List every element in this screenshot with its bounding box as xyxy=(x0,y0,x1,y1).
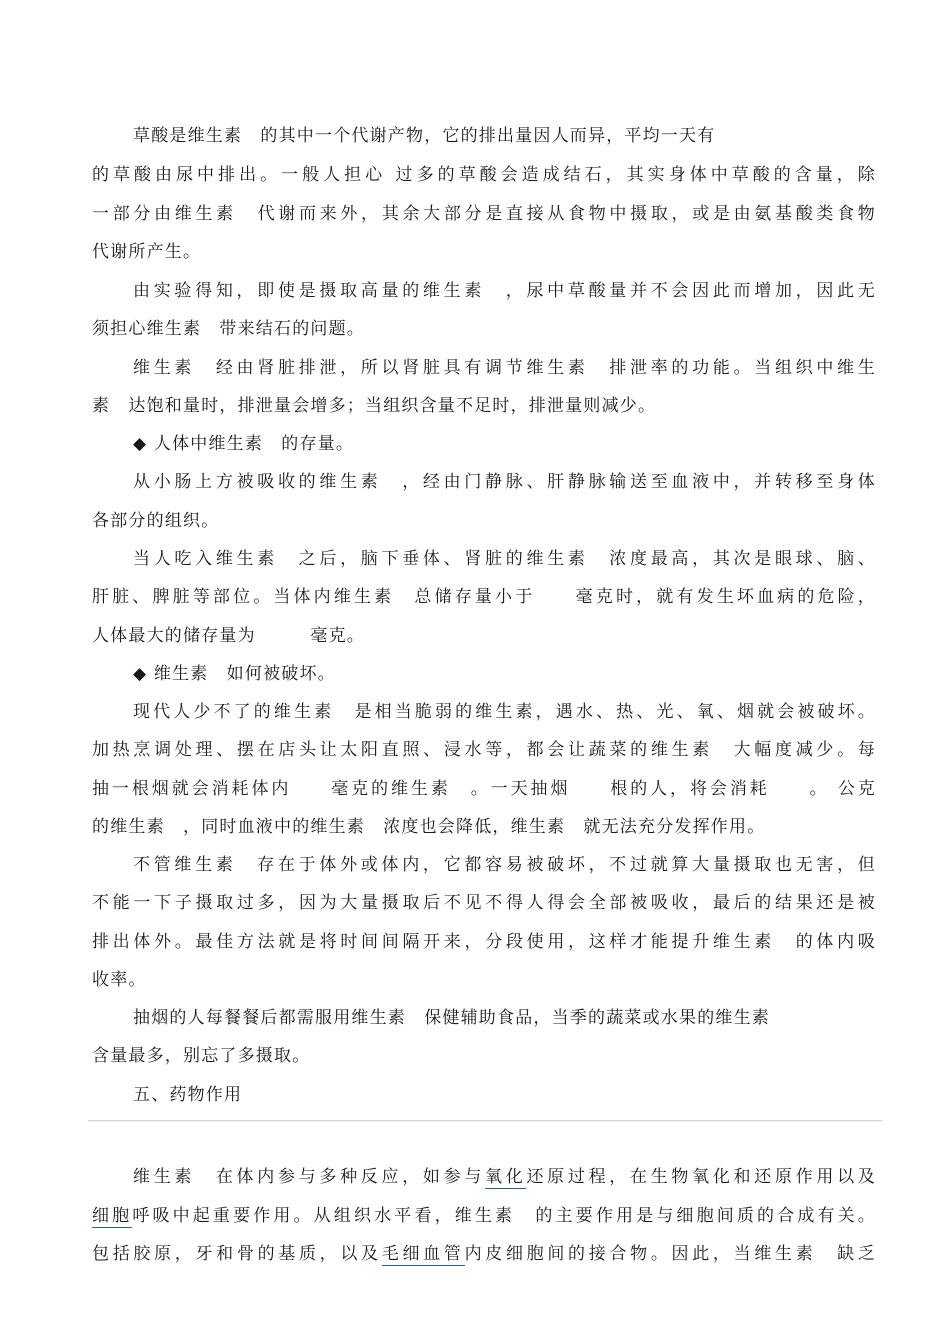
paragraph-line: 须担心维生素 带来结石的问题。 xyxy=(92,319,365,339)
text-span: 呼吸中起重要作用。从组织水平看，维生素 的主要作用是与细胞间质的合成有关。 xyxy=(132,1206,876,1226)
paragraph-line: 的维生素 ，同时血液中的维生素 浓度也会降低，维生素 就无法充分发挥作用。 xyxy=(92,817,766,837)
text-span: 内皮细胞间的接合物。因此，当维生素 缺乏 xyxy=(464,1244,876,1264)
paragraph-line: 代谢所产生。 xyxy=(92,242,202,262)
paragraph-line: 加热烹调处理、摆在店头让太阳直照、浸水等，都会让蔬菜的维生素 大幅度减少。每 xyxy=(92,740,876,760)
text-span: 维生素 在体内参与多种反应，如参与 xyxy=(133,1167,486,1187)
oxidation-link[interactable]: 氧化 xyxy=(485,1167,527,1187)
cell-link[interactable]: 细胞 xyxy=(92,1206,133,1226)
capillary-link[interactable]: 毛细血管 xyxy=(381,1244,465,1264)
paragraph-line: 一部分由维生素 代谢而来外，其余大部分是直接从食物中摄取，或是由氨基酸类食物 xyxy=(92,204,876,224)
text-span: 包括胶原，牙和骨的基质，以及 xyxy=(92,1244,382,1264)
bullet-heading: ◆ 人体中维生素 的存量。 xyxy=(133,434,355,454)
paragraph-line: 含量最多，别忘了多摄取。 xyxy=(92,1046,311,1066)
paragraph-line: 抽烟的人每餐餐后都需服用维生素 保健辅助食品，当季的蔬菜或水果的维生素 xyxy=(133,1008,770,1028)
paragraph-line: 各部分的组织。 xyxy=(92,511,220,531)
paragraph-line: 抽一根烟就会消耗体内 毫克的维生素 。一天抽烟 根的人，将会消耗 。 公克 xyxy=(92,779,876,799)
paragraph-line: 素 达饱和量时，排泄量会增多；当组织含量不足时，排泄量则减少。 xyxy=(92,396,657,416)
paragraph-line: 肝脏、脾脏等部位。当体内维生素 总储存量小于 毫克时，就有发生坏血病的危险， xyxy=(92,587,876,607)
paragraph-line: 草酸是维生素 的其中一个代谢产物，它的排出量因人而异，平均一天有 xyxy=(133,126,716,146)
paragraph-line xyxy=(133,1167,876,1187)
page-divider xyxy=(88,1120,882,1122)
paragraph-line: 的草酸由尿中排出。一般人担心 过多的草酸会造成结石，其实身体中草酸的含量，除 xyxy=(92,165,876,185)
paragraph-line: 维生素 经由肾脏排泄，所以肾脏具有调节维生素 排泄率的功能。当组织中维生 xyxy=(133,358,876,378)
text-span: 还原过程，在生物氧化和还原作用以及 xyxy=(526,1167,876,1187)
paragraph-line: 由实验得知，即使是摄取高量的维生素 ，尿中草酸量并不会因此而增加，因此无 xyxy=(133,281,876,301)
section-heading: 五、药物作用 xyxy=(133,1085,243,1105)
paragraph-line: 不管维生素 存在于体外或体内，它都容易被破坏，不过就算大量摄取也无害，但 xyxy=(133,855,876,875)
paragraph-line: 不能一下子摄取过多，因为大量摄取后不见不得人得会全部被吸收，最后的结果还是被 xyxy=(92,893,876,913)
paragraph-line: 从小肠上方被吸收的维生素 ，经由门静脉、肝静脉输送至血液中，并转移至身体 xyxy=(133,472,876,492)
paragraph-line: 收率。 xyxy=(92,970,147,990)
paragraph-line: 人体最大的储存量为 毫克。 xyxy=(92,626,365,646)
paragraph-line: 当人吃入维生素 之后，脑下垂体、肾脏的维生素 浓度最高，其次是眼球、脑、 xyxy=(133,549,876,569)
paragraph-line xyxy=(92,1206,876,1226)
paragraph-line xyxy=(92,1244,876,1264)
paragraph-line: 现代人少不了的维生素 是相当脆弱的维生素，遇水、热、光、氧、烟就会被破坏。 xyxy=(133,702,876,722)
paragraph-line: 排出体外。最佳方法就是将时间间隔开来，分段使用，这样才能提升维生素 的体内吸 xyxy=(92,932,876,952)
bullet-heading: ◆ 维生素 如何被破坏。 xyxy=(133,664,336,684)
